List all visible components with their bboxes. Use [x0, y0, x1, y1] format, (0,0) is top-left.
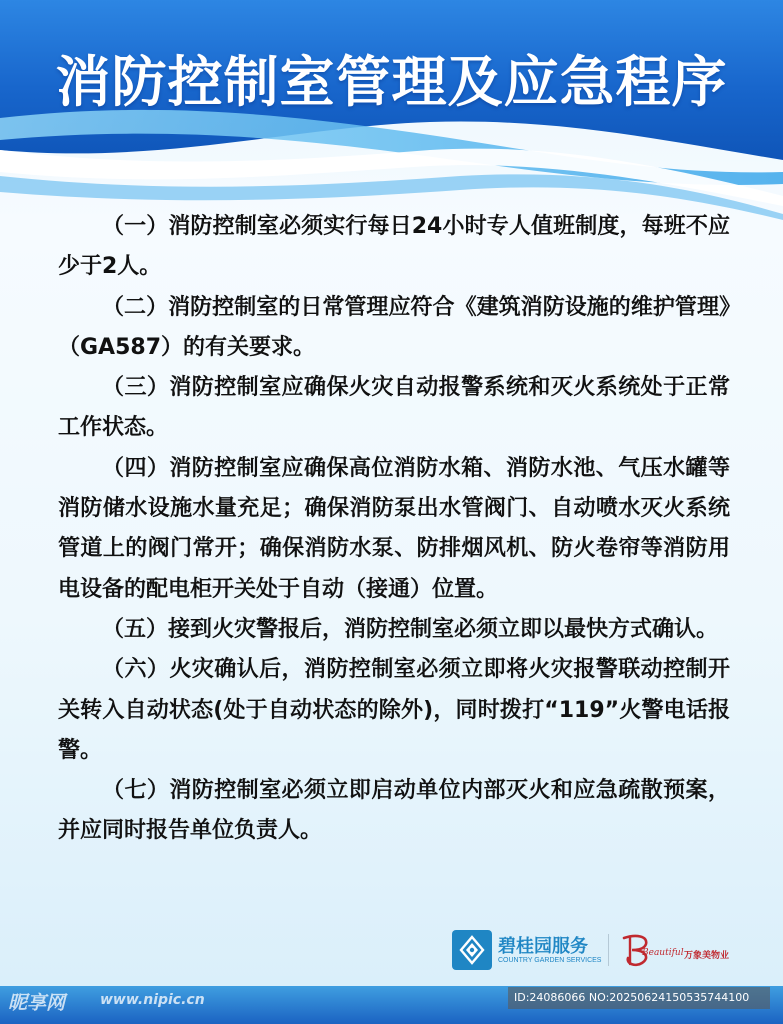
logo-name-en: COUNTRY GARDEN SERVICES: [498, 957, 602, 964]
procedure-item-1: （一）消防控制室必须实行每日24小时专人值班制度，每班不应少于2人。: [58, 214, 730, 280]
watermark-id: ID:24086066 NO:20250624150535744100: [508, 987, 770, 1009]
watermark-url: www.nipic.cn: [100, 992, 205, 1008]
logo-name-cn: 碧桂园服务: [498, 936, 588, 957]
procedure-item-2: （二）消防控制室的日常管理应符合《建筑消防设施的维护管理》（GA587）的有关要求。: [58, 294, 730, 360]
procedure-item-4: （四）消防控制室应确保高位消防水箱、消防水池、气压水罐等消防储水设施水量充足；确保消防泵出水管阀门、自动喷水灭火系统管道上的阀门常开；确保消防水泵、防排烟风机、防火卷帘等消防用电设备的配电柜开关处于自动（接通）位置。: [58, 455, 730, 602]
procedure-item-6: （六）火灾确认后，消防控制室必须立即将火灾报警联动控制开关转入自动状态(处于自动状态的除外)，同时拨打“119”火警电话报警。: [58, 657, 730, 763]
procedure-item-5: （五）接到火灾警报后，消防控制室必须立即以最快方式确认。: [102, 616, 719, 642]
partner-script: Beautiful: [642, 948, 684, 958]
page-title: 消防控制室管理及应急程序: [55, 50, 728, 114]
procedure-list: [58, 207, 730, 852]
procedure-item-3: （三）消防控制室应确保火灾自动报警系统和灭火系统处于正常工作状态。: [58, 375, 730, 441]
country-garden-logo-icon: [452, 930, 492, 970]
company-logo: [452, 930, 752, 970]
partner-name-cn: 万象美物业: [684, 951, 730, 961]
procedure-item-7: （七）消防控制室必须立即启动单位内部灭火和应急疏散预案，并应同时报告单位负责人。: [58, 778, 730, 844]
logo-divider: [608, 934, 609, 966]
watermark-brand: 昵享网: [8, 992, 66, 1014]
